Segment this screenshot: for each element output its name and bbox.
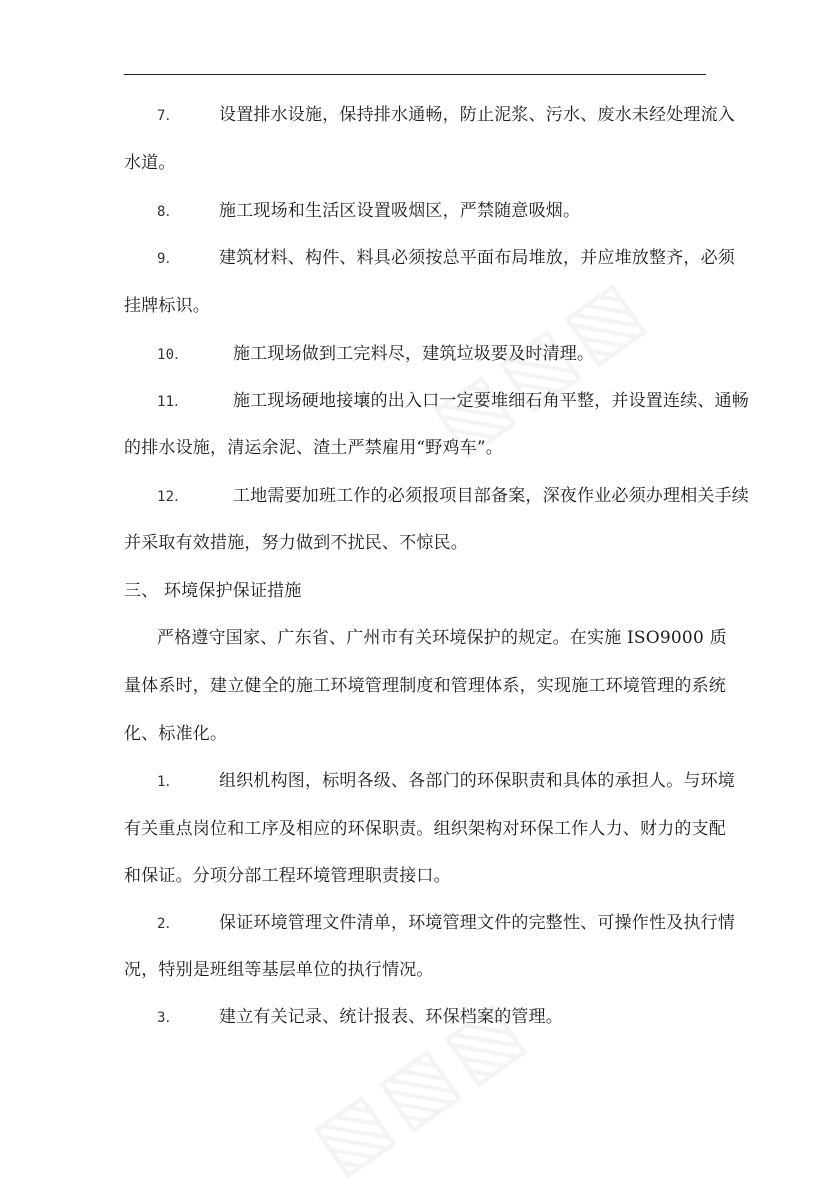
item-number: 11．: [157, 394, 189, 410]
list-item: [124, 473, 749, 519]
item-number: 8．: [157, 204, 180, 220]
item-number: 7．: [157, 108, 180, 124]
item-number: 1．: [157, 774, 180, 790]
item-continuation: 的排水设施，清运余泥、渣土严禁雇用“野鸡车”。: [124, 438, 503, 458]
item-text: 组织机构图，标明各级、各部门的环保职责和具体的承担人。与环境: [219, 771, 735, 791]
section-heading: 三、 环境保护保证措施: [124, 581, 302, 601]
item-text: 施工现场和生活区设置吸烟区，严禁随意吸烟。: [219, 201, 581, 221]
item-text: 建筑材料、构件、料具必须按总平面布局堆放，并应堆放整齐，必须: [219, 248, 735, 268]
paragraph-line: 严格遵守国家、广东省、广州市有关环境保护的规定。在实施 ISO9000 质: [157, 628, 727, 648]
item-text: 施工现场硬地接壤的出入口一定要堆细石角平整，并设置连续、通畅: [233, 391, 749, 411]
item-text: 保证环境管理文件清单，环境管理文件的完整性、可操作性及执行情: [219, 913, 735, 933]
item-number: 9．: [157, 251, 180, 267]
item-text: 工地需要加班工作的必须报项目部备案，深夜作业必须办理相关手续: [233, 486, 749, 506]
item-continuation: 并采取有效措施，努力做到不扰民、不惊民。: [124, 533, 468, 553]
item-continuation: 和保证。分项分部工程环境管理职责接口。: [124, 866, 451, 886]
list-item: [124, 378, 749, 424]
item-text: 施工现场做到工完料尽，建筑垃圾要及时清理。: [233, 344, 595, 364]
item-number: 2．: [157, 916, 180, 932]
item-number: 10．: [157, 347, 189, 363]
list-item: [124, 994, 739, 1040]
item-text: 设置排水设施，保持排水通畅，防止泥浆、污水、废水未经处理流入: [219, 105, 735, 125]
item-continuation: 况，特别是班组等基层单位的执行情况。: [124, 960, 434, 980]
header-rule: [124, 74, 706, 75]
item-continuation: 有关重点岗位和工序及相应的环保职责。组织架构对环保工作人力、财力的支配: [124, 819, 726, 839]
item-continuation: 挂牌标识。: [124, 296, 210, 316]
paragraph-line: 量体系时，建立健全的施工环境管理制度和管理体系，实现施工环境管理的系统: [124, 676, 726, 696]
item-number: 3．: [157, 1010, 180, 1026]
list-item: [124, 235, 739, 281]
list-item: [124, 331, 739, 377]
list-item: [124, 900, 739, 946]
item-continuation: 水道。: [124, 153, 176, 173]
list-item: [124, 758, 739, 804]
list-item: [124, 188, 739, 234]
list-item: [124, 92, 739, 138]
item-text: 建立有关记录、统计报表、环保档案的管理。: [219, 1007, 563, 1027]
paragraph-line: 化、标准化。: [124, 724, 228, 744]
item-number: 12．: [157, 489, 189, 505]
